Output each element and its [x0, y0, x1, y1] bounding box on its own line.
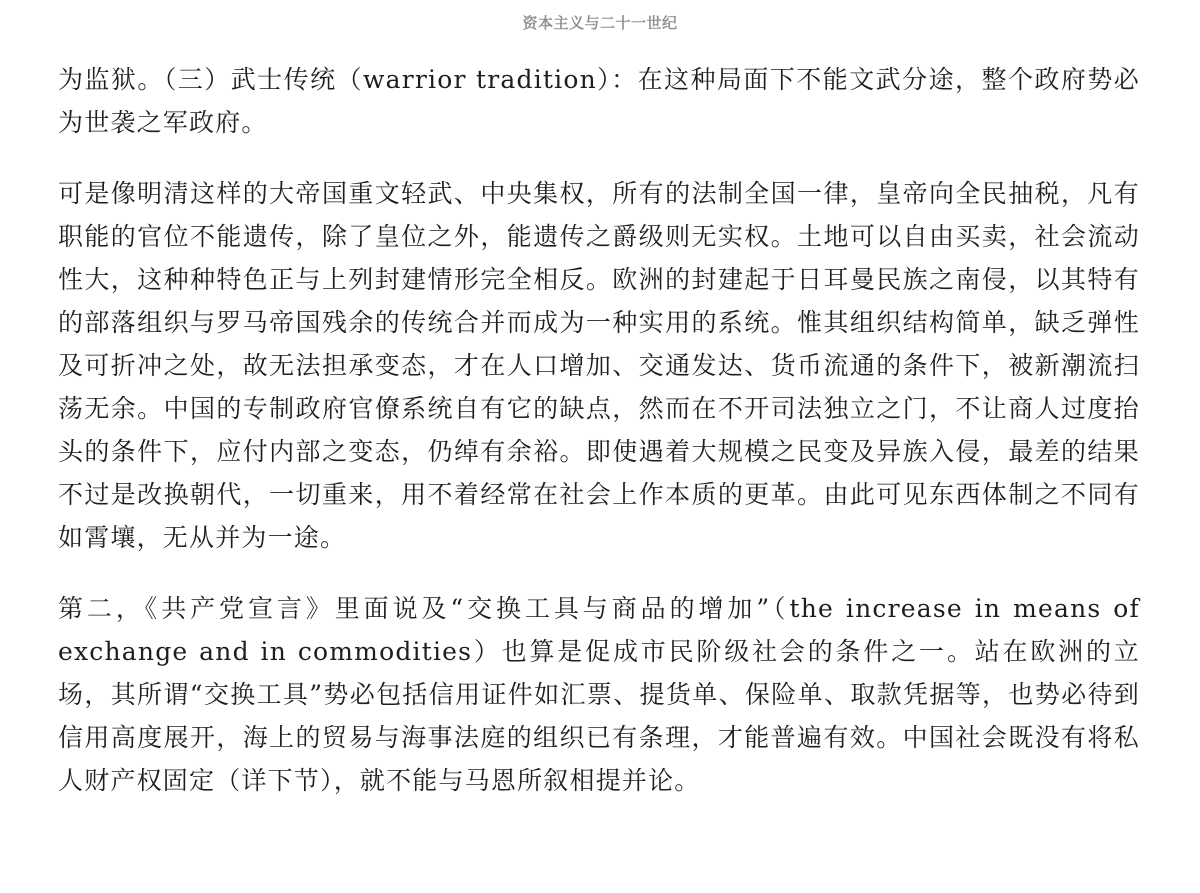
paragraph-warrior-tradition: 为监狱。（三）武士传统（warrior tradition）：在这种局面下不能文武分途，整个政府势必为世袭之军政府。 [58, 65, 1140, 137]
body-text [58, 58, 1140, 802]
running-header: 资本主义与二十一世纪 [522, 14, 678, 32]
paragraph-means-of-exchange: 第二，《共产党宣言》里面说及“交换工具与商品的增加”（the increase in means of exchange and in commodities）也算是促成市民阶级社会的条件之一。站在欧洲的立场，其所谓“交换工具”势必包括信用证件如汇票、提货单、保险单、取款凭据等，也势必待到信用高度展开，海上的贸易与海事法庭的组织已有条理，才能普遍有效。中国社会既没有将私人财产权固定（详下节），就不能与马恩所叙相提并论。 [58, 594, 1140, 795]
paragraph-ming-qing-empire: 可是像明清这样的大帝国重文轻武、中央集权，所有的法制全国一律，皇帝向全民抽税，凡有职能的官位不能遗传，除了皇位之外，能遗传之爵级则无实权。土地可以自由买卖，社会流动性大，这种种特色正与上列封建情形完全相反。欧洲的封建起于日耳曼民族之南侵，以其特有的部落组织与罗马帝国残余的传统合并而成为一种实用的系统。惟其组织结构简单，缺乏弹性及可折冲之处，故无法担承变态，才在人口增加、交通发达、货币流通的条件下，被新潮流扫荡无余。中国的专制政府官僚系统自有它的缺点，然而在不开司法独立之门，不让商人过度抬头的条件下，应付内部之变态，仍绰有余裕。即使遇着大规模之民变及异族入侵，最差的结果不过是改换朝代，一切重来，用不着经常在社会上作本质的更革。由此可见东西体制之不同有如霄壤，无从并为一途。 [58, 179, 1140, 552]
